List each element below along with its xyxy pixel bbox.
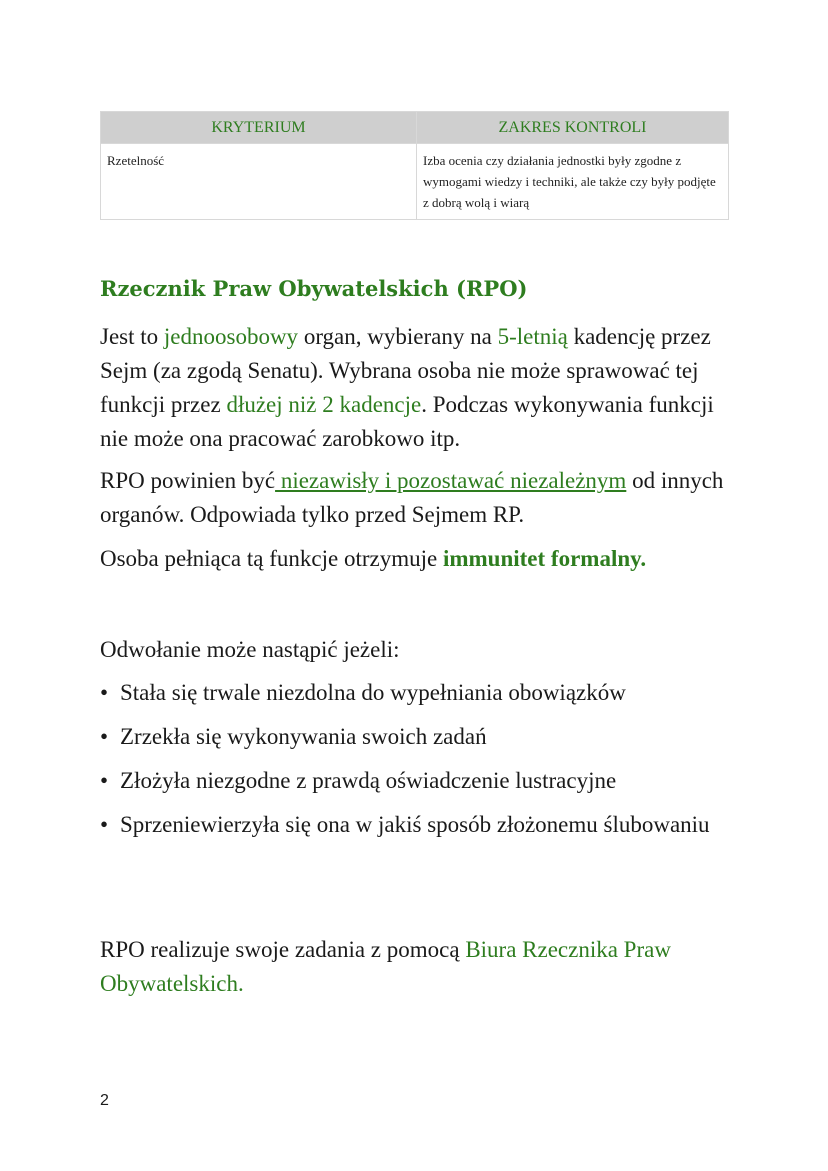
highlight-office-name: Biura Rzecznika Praw Obywatelskich. [100, 937, 671, 996]
highlight-term-length: 5-letnią [497, 324, 568, 349]
table-cell-criterion: Rzetelność [101, 144, 417, 220]
list-item-text: Stała się trwale niezdolna do wypełniania obowiązków [120, 680, 626, 705]
bullet-icon: • [100, 680, 109, 705]
section-heading: Rzecznik Praw Obywatelskich (RPO) [100, 276, 528, 301]
text-span: kadencję przez Sejm (za zgodą Senatu). Wybrana osoba nie może sprawować tej funkcji przez [100, 324, 711, 417]
paragraph-immunity [100, 542, 740, 576]
table-header-criterion: KRYTERIUM [101, 112, 417, 144]
paragraph-office [100, 933, 740, 1001]
text-span: Osoba pełniąca tą funkcje otrzymuje [100, 546, 443, 571]
list-item [100, 721, 740, 753]
bullet-icon: • [100, 724, 109, 749]
list-item-text: Złożyła niezgodne z prawdą oświadczenie lustracyjne [120, 768, 617, 793]
table-header-row [101, 112, 729, 144]
bullet-icon: • [100, 768, 109, 793]
dismissal-intro: Odwołanie może nastąpić jeżeli: [100, 637, 400, 662]
paragraph-independence [100, 464, 740, 532]
bullet-icon: • [100, 812, 109, 837]
highlight-independence: niezawisły i pozostawać niezależnym [275, 468, 627, 493]
criteria-table [100, 111, 729, 220]
highlight-single-person: jednoosobowy [163, 324, 299, 349]
text-span: od innych organów. Odpowiada tylko przed Sejmem RP. [100, 468, 724, 527]
dismissal-list [100, 677, 740, 853]
list-item [100, 677, 740, 709]
text-span: Jest to [100, 324, 164, 349]
paragraph-organ-description [100, 320, 740, 456]
table-header-scope: ZAKRES KONTROLI [417, 112, 729, 144]
text-span: organ, wybierany na [298, 324, 498, 349]
text-span: . Podczas wykonywania funkcji nie może ona pracować zarobkowo itp. [100, 392, 714, 451]
list-item [100, 809, 740, 841]
list-item [100, 765, 740, 797]
list-item-text: Zrzekła się wykonywania swoich zadań [120, 724, 487, 749]
page-number: 2 [100, 1092, 109, 1109]
table-cell-scope: Izba ocenia czy działania jednostki były zgodne z wymogami wiedzy i techniki, ale także czy były podjęte z dobrą wolą i wiarą [417, 144, 729, 220]
table-row [101, 144, 729, 220]
highlight-immunity: immunitet formalny. [442, 546, 647, 571]
text-span: RPO powinien być [100, 468, 276, 493]
highlight-term-limit: dłużej niż 2 kadencje [226, 392, 422, 417]
list-item-text: Sprzeniewierzyła się ona w jakiś sposób złożonemu ślubowaniu [120, 812, 710, 837]
text-span: RPO realizuje swoje zadania z pomocą [100, 937, 466, 962]
